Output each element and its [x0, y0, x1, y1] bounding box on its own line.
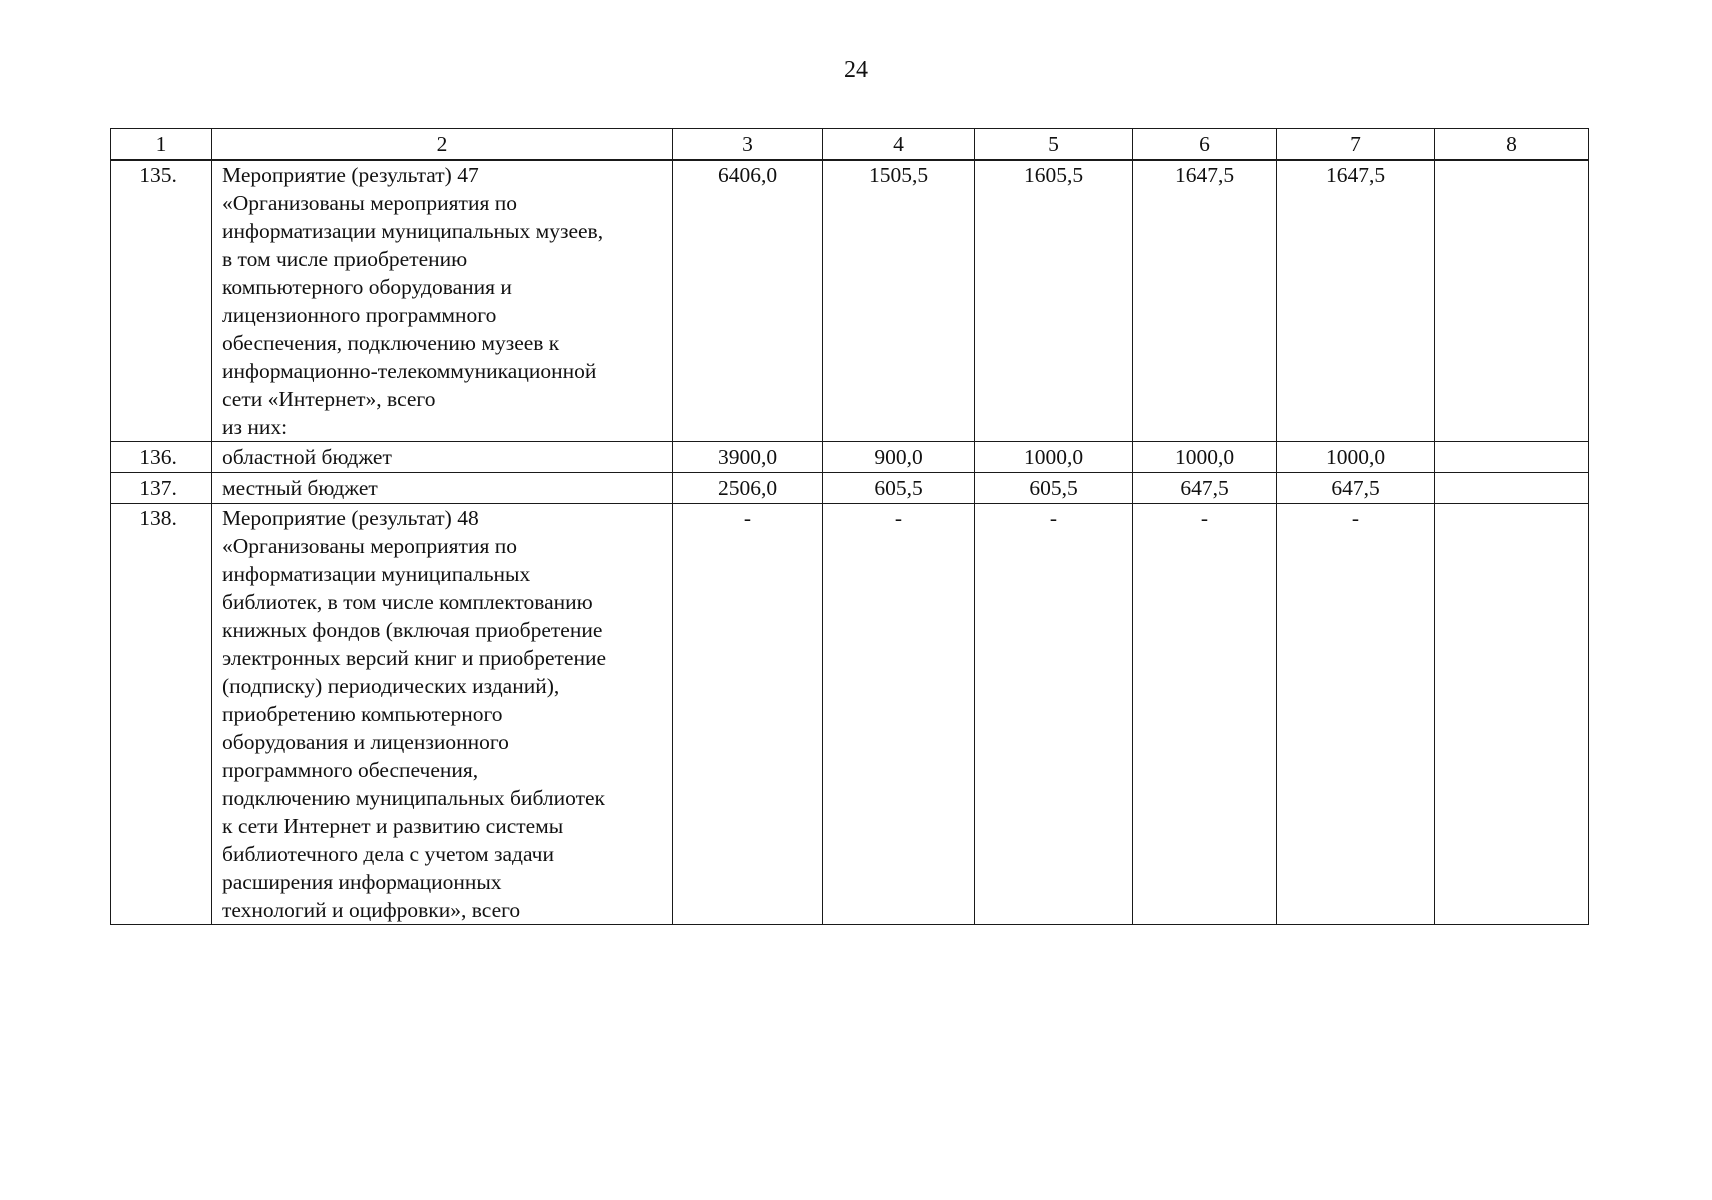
value-cell: -	[975, 504, 1133, 925]
value-cell: 1647,5	[1133, 160, 1277, 442]
value-cell: -	[1133, 504, 1277, 925]
value-cell: -	[823, 504, 975, 925]
page-number: 24	[844, 57, 868, 83]
table-header-row	[111, 129, 1589, 161]
row-description: Мероприятие (результат) 48 «Организованы мероприятия по информатизации муниципальных библиотек, в том числе комплектованию книжных фондов (включая приобретение электронных версий книг и приобретение (подписку) периодических изданий), приобретению компьютерного оборудования и лицензионного программного обеспечения, подключению муниципальных библиотек к сети Интернет и развитию системы библиотечного дела с учетом задачи расширения информационных технологий и оцифровки», всего	[212, 504, 673, 925]
row-description: Мероприятие (результат) 47 «Организованы мероприятия по информатизации муниципальных музеев, в том числе приобретению компьютерного оборудования и лицензионного программного обеспечения, подключению музеев к информационно-телекоммуникационной сети «Интернет», всего из них:	[212, 160, 673, 442]
row-description: местный бюджет	[212, 473, 673, 504]
budget-table	[110, 128, 1589, 925]
value-cell: 900,0	[823, 442, 975, 473]
row-number: 135.	[111, 160, 212, 442]
value-cell: -	[673, 504, 823, 925]
value-cell: 1647,5	[1277, 160, 1435, 442]
column-header: 5	[975, 129, 1133, 161]
column-header: 3	[673, 129, 823, 161]
column-header: 7	[1277, 129, 1435, 161]
value-cell	[1435, 160, 1589, 442]
column-header: 6	[1133, 129, 1277, 161]
table-row	[111, 473, 1589, 504]
value-cell: 2506,0	[673, 473, 823, 504]
row-number: 138.	[111, 504, 212, 925]
column-header: 1	[111, 129, 212, 161]
value-cell: 3900,0	[673, 442, 823, 473]
table-row	[111, 160, 1589, 442]
value-cell: 605,5	[823, 473, 975, 504]
column-header: 8	[1435, 129, 1589, 161]
value-cell: 605,5	[975, 473, 1133, 504]
row-number: 137.	[111, 473, 212, 504]
table-row	[111, 442, 1589, 473]
value-cell: 1605,5	[975, 160, 1133, 442]
value-cell	[1435, 473, 1589, 504]
value-cell: 647,5	[1133, 473, 1277, 504]
value-cell: 647,5	[1277, 473, 1435, 504]
value-cell	[1435, 504, 1589, 925]
value-cell: -	[1277, 504, 1435, 925]
row-description: областной бюджет	[212, 442, 673, 473]
value-cell: 1000,0	[1277, 442, 1435, 473]
table-row	[111, 504, 1589, 925]
row-number: 136.	[111, 442, 212, 473]
column-header: 2	[212, 129, 673, 161]
value-cell: 1505,5	[823, 160, 975, 442]
value-cell: 6406,0	[673, 160, 823, 442]
value-cell: 1000,0	[1133, 442, 1277, 473]
column-header: 4	[823, 129, 975, 161]
value-cell: 1000,0	[975, 442, 1133, 473]
value-cell	[1435, 442, 1589, 473]
